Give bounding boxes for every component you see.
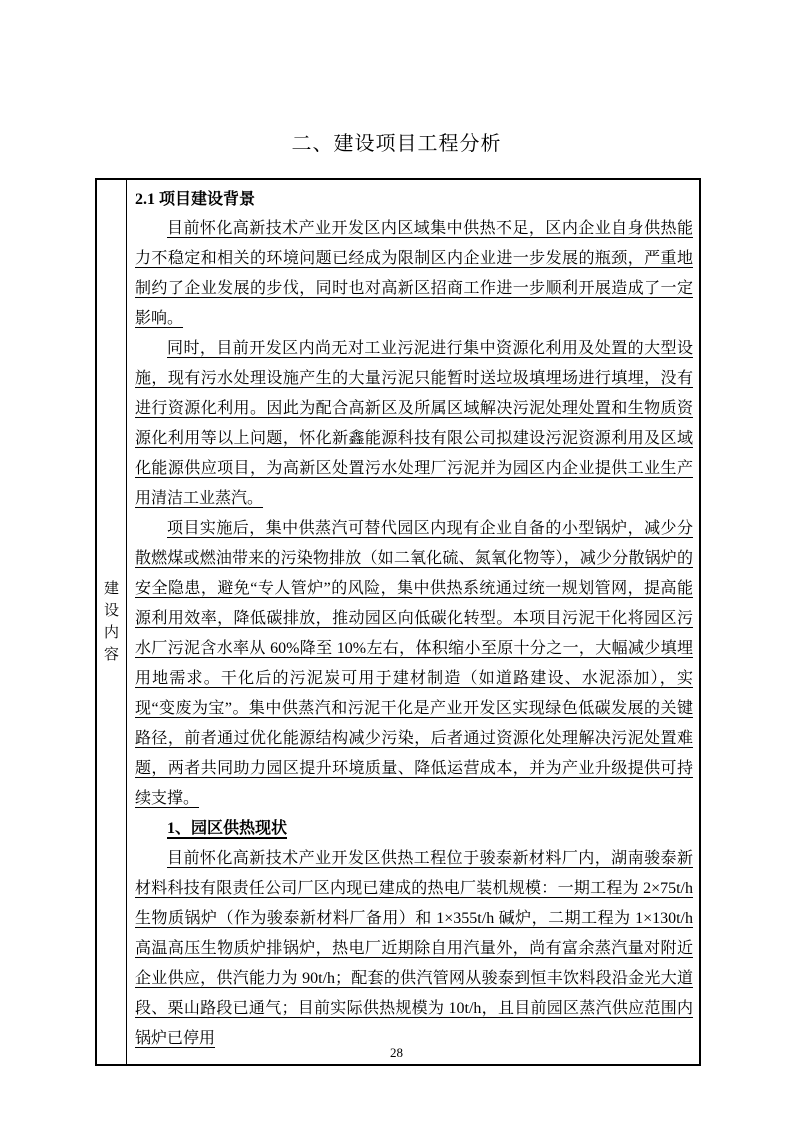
table-body-cell: [127, 180, 699, 1064]
row-label: 建设内容: [103, 581, 119, 663]
page-number: 28: [390, 1045, 403, 1060]
subsection-heading: 1、园区供热现状: [167, 820, 288, 837]
paragraph-background-1: 目前怀化高新技术产业开发区内区域集中供热不足，区内企业自身供热能力不稳定和相关的环境问题已经成为限制区内企业进一步发展的瓶颈，严重地制约了企业发展的步伐，同时也对高新区招商工作进一步顺利开展造成了一定影响。: [135, 220, 693, 327]
row-label-cell: [97, 180, 127, 1064]
paragraph-background-2: 同时，目前开发区内尚无对工业污泥进行集中资源化利用及处置的大型设施，现有污水处理设施产生的大量污泥只能暂时送垃圾填埋场进行填埋，没有进行资源化利用。因此为配合高新区及所属区域解决污泥处理处置和生物质资源化利用等以上问题，怀化新鑫能源科技有限公司拟建设污泥资源利用及区域化能源供应项目，为高新区处置污水处理厂污泥并为园区内企业提供工业生产用清洁工业蒸汽。: [135, 340, 693, 507]
content-table: [95, 178, 701, 1066]
paragraph-background-3: 项目实施后，集中供蒸汽可替代园区内现有企业自备的小型锅炉，减少分散燃煤或燃油带来的污染物排放（如二氧化硫、氮氧化物等），减少分散锅炉的安全隐患，避免“专人管炉”的风险，集中供热系统通过统一规划管网，提高能源利用效率，降低碳排放，推动园区向低碳化转型。本项目污泥干化将园区污水厂污泥含水率从 60%降至 10%左右，体积缩小至原十分之一，大幅减少填埋用地需求。干化后的污泥炭可用于建材制造（如道路建设、水泥添加），实现“变废为宝”。集中供蒸汽和污泥干化是产业开发区实现绿色低碳发展的关键路径，前者通过优化能源结构减少污染，后者通过资源化处理解决污泥处置难题，两者共同助力园区提升环境质量、降低运营成本，并为产业升级提供可持续支撑。: [135, 520, 693, 807]
paragraph-heating-status: 目前怀化高新技术产业开发区供热工程位于骏泰新材料厂内，湖南骏泰新材料科技有限责任公司厂区内现已建成的热电厂装机规模：一期工程为 2×75t/h 生物质锅炉（作为骏泰新材料厂备用）和 1×355t/h 碱炉，二期工程为 1×130t/h 高温高压生物质炉排锅炉，热电厂近期除自用汽量外，尚有富余蒸汽量对附近企业供应，供汽能力为 90t/h；配套的供汽管网从骏泰到恒丰饮料段沿金光大道段、栗山路段已通气；目前实际供热规模为 10t/h，且目前园区蒸汽供应范围内锅炉已停用: [135, 850, 693, 1047]
section-heading: 2.1 项目建设背景: [135, 191, 256, 208]
page-title: 二、建设项目工程分析: [291, 133, 502, 155]
